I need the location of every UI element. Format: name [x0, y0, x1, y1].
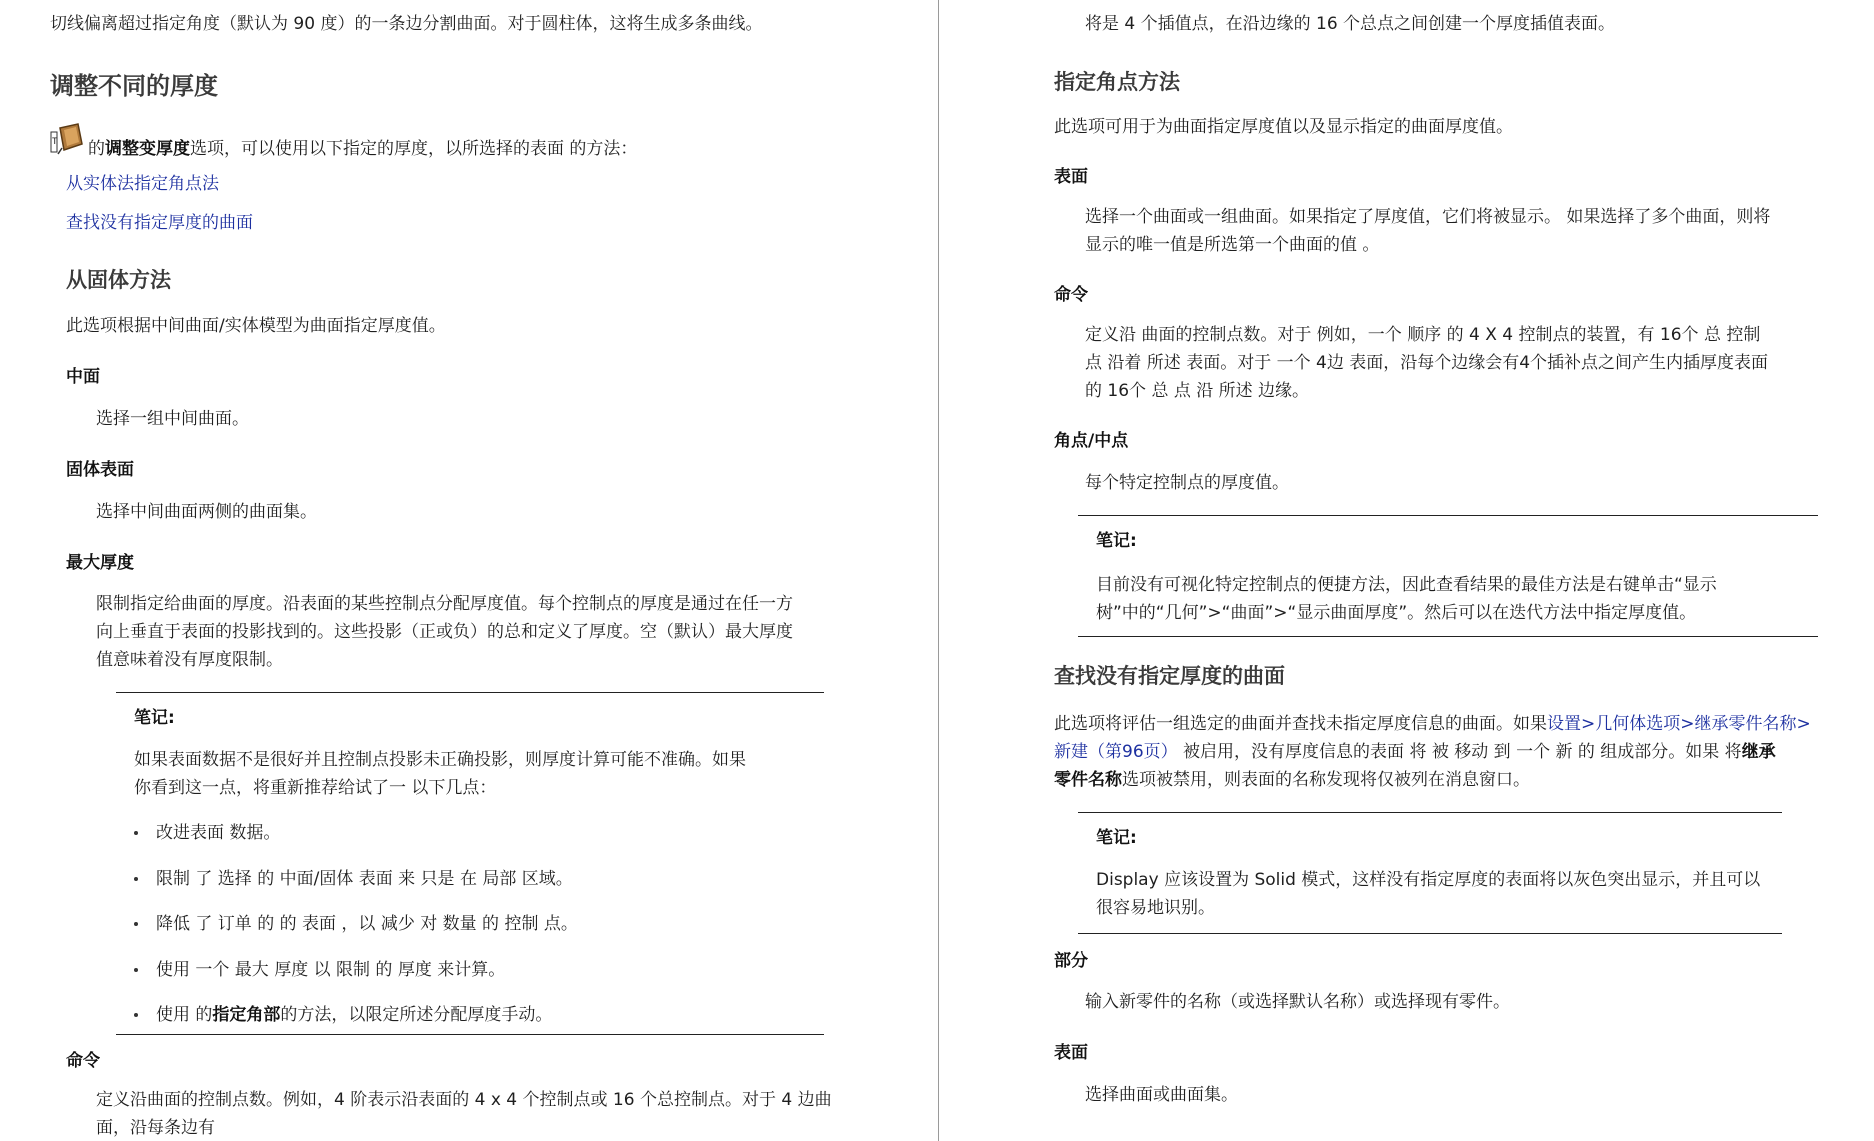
note-title: 笔记:	[134, 708, 175, 728]
intro-text: 切线偏离超过指定角度（默认为 90 度）的一条边分割曲面。对于圆柱体，这将生成多条曲线。	[50, 14, 763, 34]
find-desc-line-1	[1054, 710, 1811, 738]
term-surface-2: 表面	[1054, 1043, 1088, 1063]
link-from-solid-method[interactable]: 从实体法指定角点法	[66, 174, 219, 194]
note1-bottom-rule	[1078, 636, 1818, 637]
note1-line-1: 目前没有可视化特定控制点的便捷方法，因此查看结果的最佳方法是右键单击“显示	[1096, 575, 1717, 595]
find-desc-line-2	[1054, 738, 1776, 766]
term-part: 部分	[1054, 951, 1088, 971]
list-item-text: 使用 一个 最大 厚度 以 限制 的 厚度 来计算。	[156, 960, 506, 980]
list-item-bold: 指定角部	[212, 1005, 281, 1025]
adjust-thickness-icon[interactable]	[50, 122, 86, 156]
list-item-text: 限制 了 选择 的 中面/固体 表面 来 只是 在 局部 区域。	[156, 869, 573, 889]
max-thickness-desc-3: 值意味着没有厚度限制。	[96, 650, 283, 670]
order-right-desc-1: 定义沿 曲面的控制点数。对于 例如，一个 顺序 的 4 X 4 控制点的装置，有 16个 总 控制	[1085, 325, 1761, 345]
max-thickness-desc-2: 向上垂直于表面的投影找到的。这些投影（正或负）的总和定义了厚度。空（默认）最大厚度	[96, 622, 793, 642]
order-right-desc-3: 的 16个 总 点 沿 所述 边缘。	[1085, 381, 1310, 401]
bullet-icon	[134, 877, 138, 881]
note2-line-2: 很容易地识别。	[1096, 898, 1215, 918]
find-desc-text-3: 选项被禁用，则表面的名称发现将仅被列在消息窗口。	[1122, 770, 1530, 790]
link-new-page-96[interactable]: 新建（第96页）	[1054, 742, 1178, 762]
note2-title: 笔记:	[1096, 828, 1137, 848]
find-desc-text-1: 此选项将评估一组选定的曲面并查找未指定厚度信息的曲面。如果	[1054, 714, 1547, 734]
subheading-corner-method: 指定角点方法	[1054, 70, 1180, 94]
term-midsurface: 中面	[66, 367, 100, 387]
corner-method-desc: 此选项可用于为曲面指定厚度值以及显示指定的曲面厚度值。	[1054, 117, 1513, 137]
note1-title: 笔记:	[1096, 531, 1137, 551]
page-divider	[938, 0, 939, 1141]
note2-bottom-rule	[1078, 933, 1782, 934]
right-page	[944, 0, 1874, 1141]
note-line-2: 你看到这一点，将重新推荐给试了一 以下几点：	[134, 778, 497, 798]
bullet-icon	[134, 922, 138, 926]
tool-description-prefix: 的	[88, 139, 105, 159]
order-right-desc-2: 点 沿着 所述 表面。对于 一个 4边 表面，沿每个边缘会有4个插补点之间产生内插厚度表面	[1085, 353, 1769, 373]
surface-desc-1: 选择一个曲面或一组曲面。如果指定了厚度值，它们将被显示。 如果选择了多个曲面，则将	[1085, 207, 1771, 227]
tool-description	[88, 135, 637, 163]
term-order-right: 命令	[1054, 285, 1088, 305]
surface-desc-2: 显示的唯一值是所选第一个曲面的值 。	[1085, 235, 1380, 255]
term-solid-surface: 固体表面	[66, 460, 134, 480]
note-line-1: 如果表面数据不是很好并且控制点投影未正确投影，则厚度计算可能不准确。如果	[134, 750, 746, 770]
bullet-icon	[134, 968, 138, 972]
list-item-suffix: 的方法，以限定所述分配厚度手动。	[280, 1005, 553, 1025]
continued-text: 将是 4 个插值点，在沿边缘的 16 个总点之间创建一个厚度插值表面。	[1085, 14, 1616, 34]
tool-name: 调整变厚度	[105, 139, 190, 159]
note1-top-rule	[1078, 515, 1818, 516]
note2-line-1: Display 应该设置为 Solid 模式，这样没有指定厚度的表面将以灰色突出显示，并且可以	[1096, 870, 1761, 890]
list-item-text	[156, 1001, 552, 1029]
surface-2-desc: 选择曲面或曲面集。	[1085, 1085, 1238, 1105]
solid-method-desc: 此选项根据中间曲面/实体模型为曲面指定厚度值。	[66, 316, 446, 336]
note1-line-2: 树”中的“几何”>“曲面”>“显示曲面厚度”。然后可以在迭代方法中指定厚度值。	[1096, 603, 1697, 623]
find-desc-bold-part-name: 零件名称	[1054, 770, 1122, 790]
bullet-icon	[134, 1013, 138, 1017]
link-find-no-thickness[interactable]: 查找没有指定厚度的曲面	[66, 213, 253, 233]
subheading-from-solid: 从固体方法	[66, 268, 171, 292]
max-thickness-desc-1: 限制指定给曲面的厚度。沿表面的某些控制点分配厚度值。每个控制点的厚度是通过在任一方	[96, 594, 793, 614]
note-bottom-rule	[116, 1034, 824, 1035]
order-desc-1: 定义沿曲面的控制点数。例如，4 阶表示沿表面的 4 x 4 个控制点或 16 个总控制点。对于 4 边曲	[96, 1090, 832, 1110]
note-top-rule	[116, 692, 824, 693]
bullet-icon	[134, 831, 138, 835]
tool-description-suffix: 选项，可以使用以下指定的厚度，以所选择的表面 的方法：	[190, 139, 638, 159]
solid-surface-desc: 选择中间曲面两侧的曲面集。	[96, 502, 317, 522]
term-corner-mid: 角点/中点	[1054, 431, 1129, 451]
note2-top-rule	[1078, 812, 1782, 813]
term-surface: 表面	[1054, 167, 1088, 187]
corner-mid-desc: 每个特定控制点的厚度值。	[1085, 473, 1289, 493]
term-order: 命令	[66, 1051, 100, 1071]
list-item-text: 改进表面 数据。	[156, 823, 281, 843]
list-item-text: 降低 了 订单 的 的 表面 ，以 减少 对 数量 的 控制 点。	[156, 914, 578, 934]
find-desc-text-2: 被启用，没有厚度信息的表面 将 被 移动 到 一个 新 的 组成部分。如果 将	[1177, 742, 1742, 762]
midsurface-desc: 选择一组中间曲面。	[96, 409, 249, 429]
list-item-prefix: 使用 的	[156, 1005, 213, 1025]
section-heading-adjust-thickness: 调整不同的厚度	[50, 72, 218, 100]
find-desc-bold-inherit: 继承	[1741, 742, 1776, 762]
link-settings-geometry-options[interactable]: 设置>几何体选项>继承零件名称>	[1547, 714, 1811, 734]
term-max-thickness: 最大厚度	[66, 553, 134, 573]
svg-text:T: T	[52, 137, 58, 147]
order-desc-2: 面，沿每条边有	[96, 1118, 215, 1138]
subheading-find-no-thickness: 查找没有指定厚度的曲面	[1054, 664, 1285, 688]
find-desc-line-3	[1054, 766, 1530, 794]
part-desc: 输入新零件的名称（或选择默认名称）或选择现有零件。	[1085, 992, 1510, 1012]
